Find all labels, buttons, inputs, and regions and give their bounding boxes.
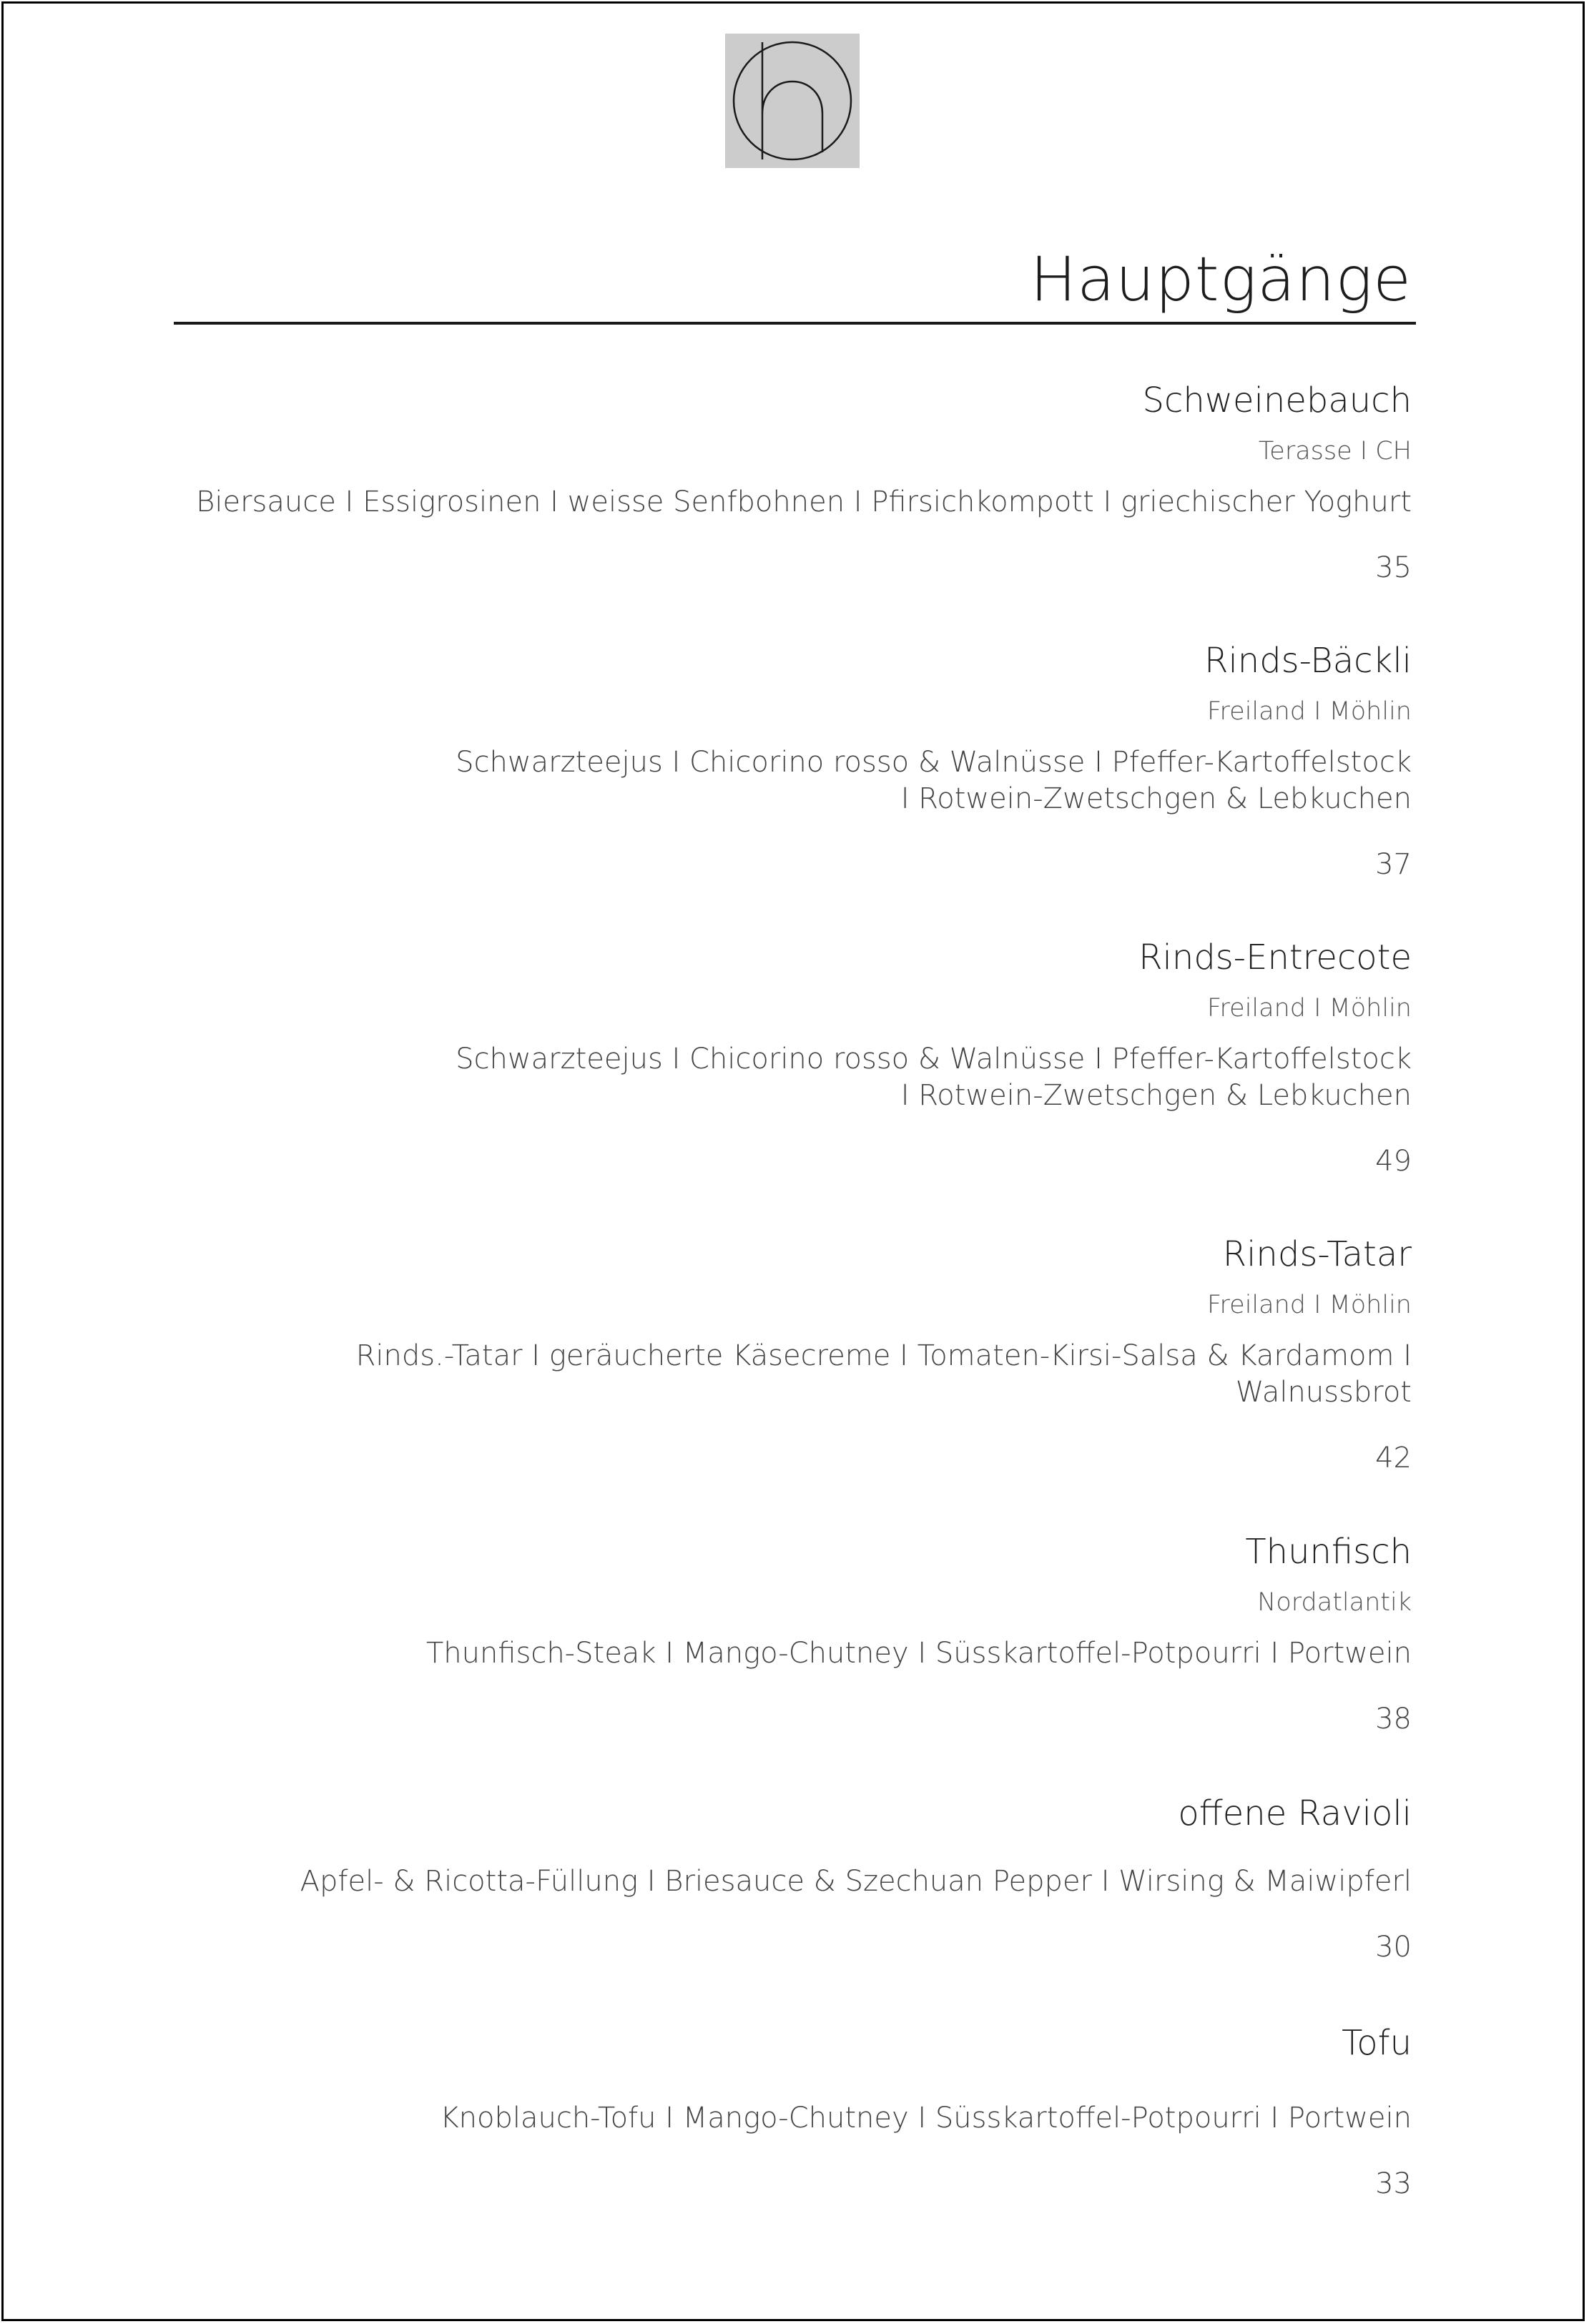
dish-price: 35 — [1375, 551, 1412, 584]
dish-name: offene Ravioli — [1178, 1793, 1412, 1833]
page-title: Hauptgänge — [1030, 244, 1412, 315]
dish-item — [53, 2023, 1412, 2200]
dish-price: 49 — [1375, 1145, 1412, 1178]
title-divider — [174, 322, 1416, 325]
dish-name: Rinds-Entrecote — [1138, 937, 1412, 978]
dish-price: 37 — [1375, 848, 1412, 881]
dish-origin: Freiland I Möhlin — [1206, 994, 1412, 1023]
dish-price: 33 — [1375, 2167, 1412, 2200]
dish-item — [53, 937, 1412, 1178]
dish-description: Rinds.-Tatar I geräucherte Käsecreme I Tomaten-Kirsi-Salsa & Kardamom I Walnussbrot — [355, 1339, 1412, 1409]
dish-origin: Freiland I Möhlin — [1206, 1291, 1412, 1319]
dish-description: Apfel- & Ricotta-Füllung I Briesauce & Szechuan Pepper I Wirsing & Maiwipferl — [300, 1865, 1412, 1898]
dish-name: Rinds-Tatar — [1222, 1234, 1412, 1274]
dish-item — [53, 380, 1412, 584]
dish-origin: Freiland I Möhlin — [1206, 697, 1412, 726]
dish-description: Biersauce I Essigrosinen I weisse Senfbohnen I Pfirsichkompott I griechischer Yoghurt — [196, 486, 1412, 518]
dish-name: Thunfisch — [1245, 1532, 1412, 1572]
dish-description: Thunfisch-Steak I Mango-Chutney I Süsskartoffel-Potpourri I Portwein — [425, 1637, 1412, 1670]
dish-item — [53, 1532, 1412, 1735]
dish-price: 30 — [1375, 1931, 1412, 1964]
dish-item — [53, 641, 1412, 881]
dish-price: 42 — [1375, 1442, 1412, 1474]
dish-name: Tofu — [1342, 2023, 1412, 2063]
dish-origin: Nordatlantik — [1257, 1588, 1412, 1617]
logo-background — [725, 34, 860, 168]
dish-description: Knoblauch-Tofu I Mango-Chutney I Süsskartoffel-Potpourri I Portwein — [440, 2102, 1412, 2135]
dish-price: 38 — [1375, 1703, 1412, 1735]
dish-name: Schweinebauch — [1142, 380, 1412, 420]
dish-description: Schwarzteejus I Chicorino rosso & Walnüsse I Pfeffer-Kartoffelstock I Rotwein-Zwetschgen & Lebkuchen — [456, 1043, 1412, 1112]
dish-name: Rinds-Bäckli — [1204, 641, 1412, 681]
restaurant-logo — [725, 34, 860, 168]
logo-h-icon — [725, 34, 860, 168]
dish-item — [53, 1234, 1412, 1474]
dish-origin: Terasse I CH — [1258, 437, 1412, 466]
dish-item — [53, 1793, 1412, 1964]
dish-description: Schwarzteejus I Chicorino rosso & Walnüsse I Pfeffer-Kartoffelstock I Rotwein-Zwetschgen & Lebkuchen — [456, 746, 1412, 815]
